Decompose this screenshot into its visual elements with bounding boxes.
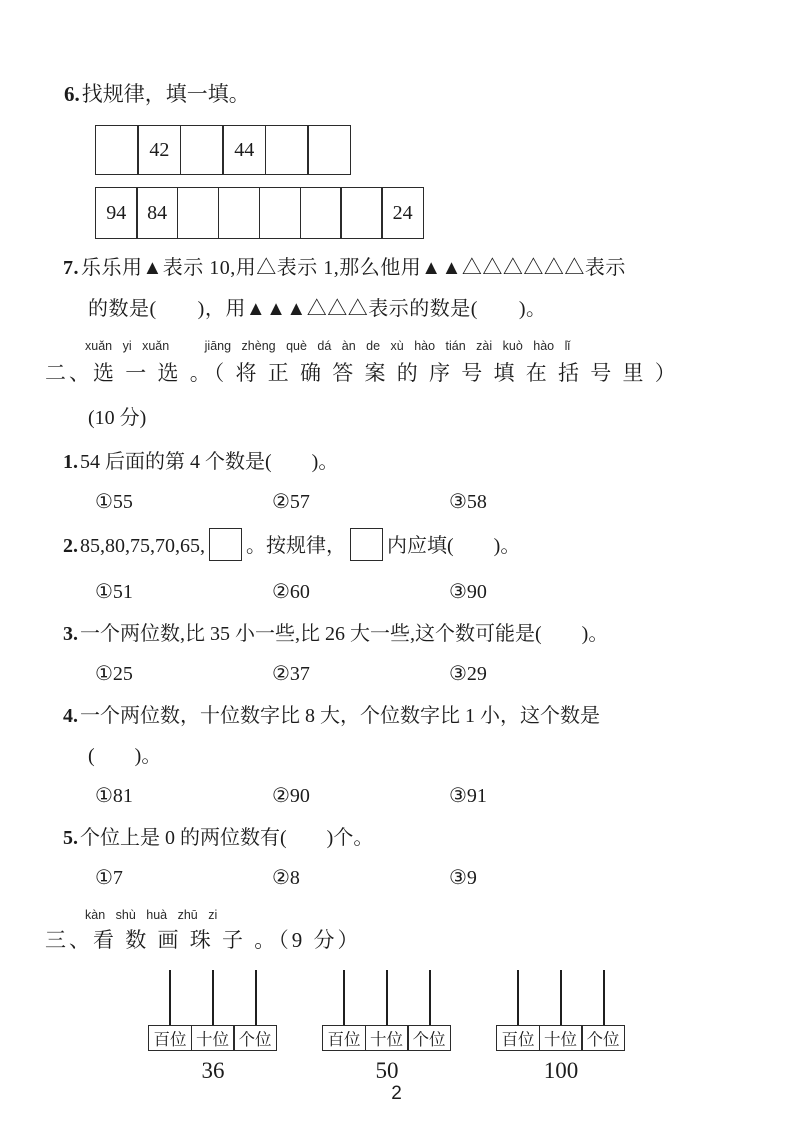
rod-line[interactable]	[212, 970, 214, 1025]
option-2[interactable]: ②37	[272, 663, 310, 685]
rod-slot	[539, 970, 582, 1025]
question-7-text: 乐乐用▲表示 10,用△表示 1,那么他用▲▲△△△△△△表示	[81, 257, 626, 279]
ones-label: 个位	[581, 1025, 625, 1051]
question-2	[63, 526, 793, 566]
answer-cell[interactable]	[259, 187, 302, 239]
question-4	[63, 702, 793, 730]
ones-label: 个位	[233, 1025, 277, 1051]
question-7-line1	[63, 254, 793, 282]
option-2[interactable]: ②90	[272, 785, 310, 807]
answer-cell[interactable]	[300, 187, 343, 239]
strip-cell: 44	[222, 125, 266, 175]
question-1-options	[95, 489, 793, 514]
rod-line[interactable]	[386, 970, 388, 1025]
tens-label: 十位	[191, 1025, 235, 1051]
option-1[interactable]: ①51	[95, 581, 133, 603]
answer-cell[interactable]	[340, 187, 383, 239]
bead-rods	[148, 970, 278, 1025]
option-1[interactable]: ①25	[95, 663, 133, 685]
rod-line[interactable]	[169, 970, 171, 1025]
rod-line[interactable]	[603, 970, 605, 1025]
answer-cell[interactable]	[177, 187, 220, 239]
option-3[interactable]: ③58	[449, 491, 487, 513]
rod-line[interactable]	[429, 970, 431, 1025]
question-3	[63, 620, 793, 648]
question-2-text-c: 内应填( )。	[387, 535, 521, 557]
option-1[interactable]: ①55	[95, 491, 133, 513]
rod-slot	[235, 970, 278, 1025]
question-2-number: 2.	[63, 535, 78, 557]
strip-cell: 24	[381, 187, 424, 239]
question-6-number: 6.	[64, 82, 80, 106]
answer-box[interactable]	[209, 528, 242, 561]
rod-slot	[148, 970, 191, 1025]
answer-cell[interactable]	[307, 125, 351, 175]
option-2[interactable]: ②8	[272, 867, 300, 889]
question-2-text-a: 85,80,75,70,65,	[80, 535, 205, 557]
option-1[interactable]: ①81	[95, 785, 133, 807]
place-value-table	[322, 1025, 452, 1051]
hundreds-label: 百位	[322, 1025, 366, 1051]
answer-box[interactable]	[350, 528, 383, 561]
target-number: 36	[201, 1058, 225, 1083]
question-3-number: 3.	[63, 623, 78, 645]
rod-line[interactable]	[343, 970, 345, 1025]
question-5-number: 5.	[63, 827, 78, 849]
rod-slot	[322, 970, 365, 1025]
question-5-text: 个位上是 0 的两位数有( )个。	[80, 827, 374, 849]
question-6-title	[64, 0, 793, 108]
place-value-diagram-100	[496, 970, 626, 1084]
section-3-pinyin: kàn shù huà zhū zi	[85, 908, 218, 922]
target-number: 50	[375, 1058, 399, 1083]
hundreds-label: 百位	[148, 1025, 192, 1051]
option-3[interactable]: ③91	[449, 785, 487, 807]
strip-cell: 42	[137, 125, 181, 175]
strip-cell: 94	[95, 187, 138, 239]
rod-line[interactable]	[255, 970, 257, 1025]
rod-slot	[583, 970, 626, 1025]
rod-slot	[409, 970, 452, 1025]
option-1[interactable]: ①7	[95, 867, 123, 889]
bead-rods	[496, 970, 626, 1025]
q6-pattern-strip-1	[95, 125, 793, 175]
target-number: 100	[543, 1058, 579, 1083]
place-value-diagram-36	[148, 970, 278, 1084]
question-2-text-b: 。按规律，	[246, 535, 346, 557]
question-3-options	[95, 661, 793, 686]
rod-line[interactable]	[517, 970, 519, 1025]
question-1-number: 1.	[63, 451, 78, 473]
question-3-text: 一个两位数,比 35 小一些,比 26 大一些,这个数可能是( )。	[80, 623, 609, 645]
strip-cell: 84	[136, 187, 179, 239]
option-2[interactable]: ②57	[272, 491, 310, 513]
section-2-points: (10 分)	[88, 407, 147, 429]
option-3[interactable]: ③29	[449, 663, 487, 685]
rod-slot	[365, 970, 408, 1025]
tens-label: 十位	[539, 1025, 583, 1051]
ones-label: 个位	[407, 1025, 451, 1051]
place-value-table	[148, 1025, 278, 1051]
tens-label: 十位	[365, 1025, 409, 1051]
question-1-text: 54 后面的第 4 个数是( )。	[80, 451, 339, 473]
question-5-options	[95, 865, 793, 890]
question-2-options	[95, 579, 793, 604]
place-value-diagram-50	[322, 970, 452, 1084]
hundreds-label: 百位	[496, 1025, 540, 1051]
question-4-number: 4.	[63, 705, 78, 727]
section-2-pinyin: xuǎn yi xuǎn jiāng zhèng què dá àn de xù hào tián zài kuò hào lǐ	[85, 339, 571, 353]
question-6-text: 找规律，填一填。	[81, 82, 250, 106]
option-3[interactable]: ③9	[449, 867, 477, 889]
answer-cell[interactable]	[95, 125, 139, 175]
section-2-title: 二、选 一 选 。（ 将 正 确 答 案 的 序 号 填 在 括 号 里 ）	[45, 361, 679, 385]
option-3[interactable]: ③90	[449, 581, 487, 603]
place-value-table	[496, 1025, 626, 1051]
page-number: 2	[391, 1083, 402, 1104]
question-7-number: 7.	[63, 257, 79, 279]
question-7-line2: 的数是( )，用▲▲▲△△△表示的数是( )。	[88, 298, 547, 320]
rod-slot	[496, 970, 539, 1025]
rod-line[interactable]	[560, 970, 562, 1025]
answer-cell[interactable]	[180, 125, 224, 175]
answer-cell[interactable]	[265, 125, 309, 175]
section-3-title: 三、看 数 画 珠 子 。（9 分）	[45, 928, 362, 952]
rod-slot	[191, 970, 234, 1025]
question-4-line2: ( )。	[88, 745, 162, 767]
answer-cell[interactable]	[218, 187, 261, 239]
question-5	[63, 824, 793, 852]
q6-pattern-strip-2	[95, 187, 793, 239]
question-4-text: 一个两位数，十位数字比 8 大，个位数字比 1 小，这个数是	[80, 705, 600, 727]
option-2[interactable]: ②60	[272, 581, 310, 603]
question-4-options	[95, 783, 793, 808]
place-value-diagrams	[148, 970, 793, 1084]
bead-rods	[322, 970, 452, 1025]
question-1	[63, 448, 793, 476]
